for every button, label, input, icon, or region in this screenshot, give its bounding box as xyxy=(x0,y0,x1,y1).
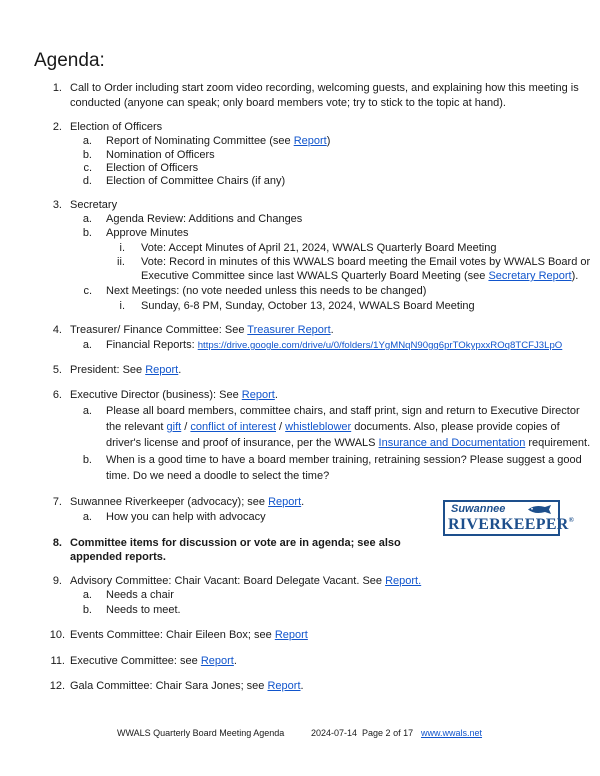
roman-number: i. xyxy=(119,242,125,254)
sub-item: How you can help with advocacy xyxy=(106,511,266,523)
agenda-item-9: Advisory Committee: Chair Vacant: Board Delegate Vacant. See Report. xyxy=(70,575,422,587)
suwannee-riverkeeper-logo xyxy=(443,500,575,536)
sub-number: c. xyxy=(83,285,92,297)
sub-number: b. xyxy=(82,604,92,616)
page-title: Agenda: xyxy=(34,50,105,71)
item-text-cont: conducted (anyone can speak; only board members vote; try to stick to the topic at hand). xyxy=(70,97,506,110)
report-link[interactable]: Report xyxy=(200,655,234,667)
sub-item: Needs a chair xyxy=(106,589,174,601)
sub-number: b. xyxy=(82,227,92,239)
sub-number: a. xyxy=(82,213,92,225)
sub-item: Approve Minutes xyxy=(106,227,189,239)
roman-number: ii. xyxy=(117,256,125,268)
agenda-item-2: Election of Officers xyxy=(70,121,163,133)
item-number: 6. xyxy=(52,389,62,401)
sub-sub-item: Vote: Accept Minutes of April 21, 2024, WWALS Quarterly Board Meeting xyxy=(141,242,497,254)
sub-item: Agenda Review: Additions and Changes xyxy=(106,213,303,225)
whistleblower-link[interactable]: whistleblower xyxy=(285,421,352,433)
report-link[interactable]: Report xyxy=(267,680,301,692)
report-link[interactable]: Report xyxy=(293,135,327,147)
item-number: 1. xyxy=(52,82,62,94)
secretary-report-link[interactable]: Secretary Report xyxy=(488,270,572,283)
item-text: Call to Order including start zoom video recording, welcoming guests, and explaining how this meeting is xyxy=(70,82,579,94)
item-number: 5. xyxy=(52,364,62,376)
treasurer-report-link[interactable]: Treasurer Report xyxy=(247,324,331,336)
footer-title: WWALS Quarterly Board Meeting Agenda xyxy=(117,728,285,738)
sub-item: Election of Committee Chairs (if any) xyxy=(106,175,286,187)
item-number: 4. xyxy=(52,324,62,336)
sub-item: Financial Reports: https://drive.google.com/drive/u/0/folders/1YgMNqN90gg6prTOkypxxROq8TCFJ3LpO xyxy=(106,339,563,351)
item-number: 8. xyxy=(52,537,62,549)
sub-sub-item: Vote: Record in minutes of this WWALS board meeting the Email votes by WWALS Board or Executive Committee since last WWALS Quarterly Board Meeting (see Secretary Report). xyxy=(141,256,591,283)
agenda-item-7: Suwannee Riverkeeper (advocacy); see Report. xyxy=(70,496,305,508)
sub-sub-item: Sunday, 6-8 PM, Sunday, October 13, 2024, WWALS Board Meeting xyxy=(141,300,475,312)
agenda-item-4: Treasurer/ Finance Committee: See Treasurer Report. xyxy=(70,324,334,336)
conflict-of-interest-link[interactable]: conflict of interest xyxy=(190,421,276,433)
sub-item: Next Meetings: (no vote needed unless this needs to be changed) xyxy=(106,285,427,297)
sub-item: Nomination of Officers xyxy=(106,149,215,161)
sub-item: Please all board members, committee chairs, and staff print, sign and return to Executive Director the relevant gift / conflict of interest / whistleblower documents. Also, please provide copies of driver's license and proof of insurance, per the WWALS Insurance and Documentation requirement. xyxy=(106,405,591,449)
report-link[interactable]: Report xyxy=(145,364,179,376)
item-number: 7. xyxy=(52,496,62,508)
item-number: 9. xyxy=(52,575,62,587)
sub-number: a. xyxy=(82,339,92,351)
agenda-item-3: Secretary xyxy=(70,199,118,211)
agenda-item-1 xyxy=(70,82,579,110)
agenda-item-12: Gala Committee: Chair Sara Jones; see Report. xyxy=(70,680,304,692)
gift-link[interactable]: gift xyxy=(166,421,182,433)
footer-page: 2024-07-14 Page 2 of 17 xyxy=(311,728,414,738)
sub-number: c. xyxy=(83,162,92,174)
report-link[interactable]: Report. xyxy=(385,575,422,587)
sub-number: a. xyxy=(82,511,92,523)
item-number: 10. xyxy=(49,629,65,641)
report-link[interactable]: Report xyxy=(274,629,308,641)
sub-item: Election of Officers xyxy=(106,162,199,174)
roman-number: i. xyxy=(119,300,125,312)
item-number: 11. xyxy=(50,655,65,667)
sub-number: a. xyxy=(82,135,92,147)
sub-item: Report of Nominating Committee (see Report) xyxy=(106,135,331,147)
insurance-documentation-link[interactable]: Insurance and Documentation xyxy=(378,437,526,449)
sub-number: b. xyxy=(82,454,92,466)
report-link[interactable]: Report xyxy=(268,496,302,508)
report-link[interactable]: Report xyxy=(241,389,275,401)
agenda-item-10: Events Committee: Chair Eileen Box; see Report xyxy=(70,629,308,641)
agenda-item-8: Committee items for discussion or vote are in agenda; see also appended reports. xyxy=(70,537,401,564)
logo-line2: RIVERKEEPER® xyxy=(448,516,575,533)
sub-number: a. xyxy=(82,589,92,601)
sub-item: When is a good time to have a board member training, retraining session? Please suggest a good time. Do we need a doodle to select the time? xyxy=(106,454,582,482)
financial-reports-link[interactable]: https://drive.google.com/drive/u/0/folders/1YgMNqN90gg6prTOkypxxROq8TCFJ3LpO xyxy=(197,340,563,351)
fish-icon xyxy=(527,504,557,515)
sub-number: b. xyxy=(82,149,92,161)
agenda-item-5: President: See Report. xyxy=(70,364,182,376)
agenda-item-11: Executive Committee: see Report. xyxy=(70,655,237,667)
footer-website-link[interactable]: www.wwals.net xyxy=(421,728,483,738)
sub-number: d. xyxy=(82,175,92,187)
item-number: 2. xyxy=(52,121,62,133)
item-number: 12. xyxy=(49,680,65,692)
logo-line1: Suwannee xyxy=(451,503,506,515)
sub-item: Needs to meet. xyxy=(106,604,181,616)
sub-number: a. xyxy=(82,405,92,417)
agenda-item-6: Executive Director (business): See Report. xyxy=(70,389,278,401)
item-number: 3. xyxy=(52,199,62,211)
